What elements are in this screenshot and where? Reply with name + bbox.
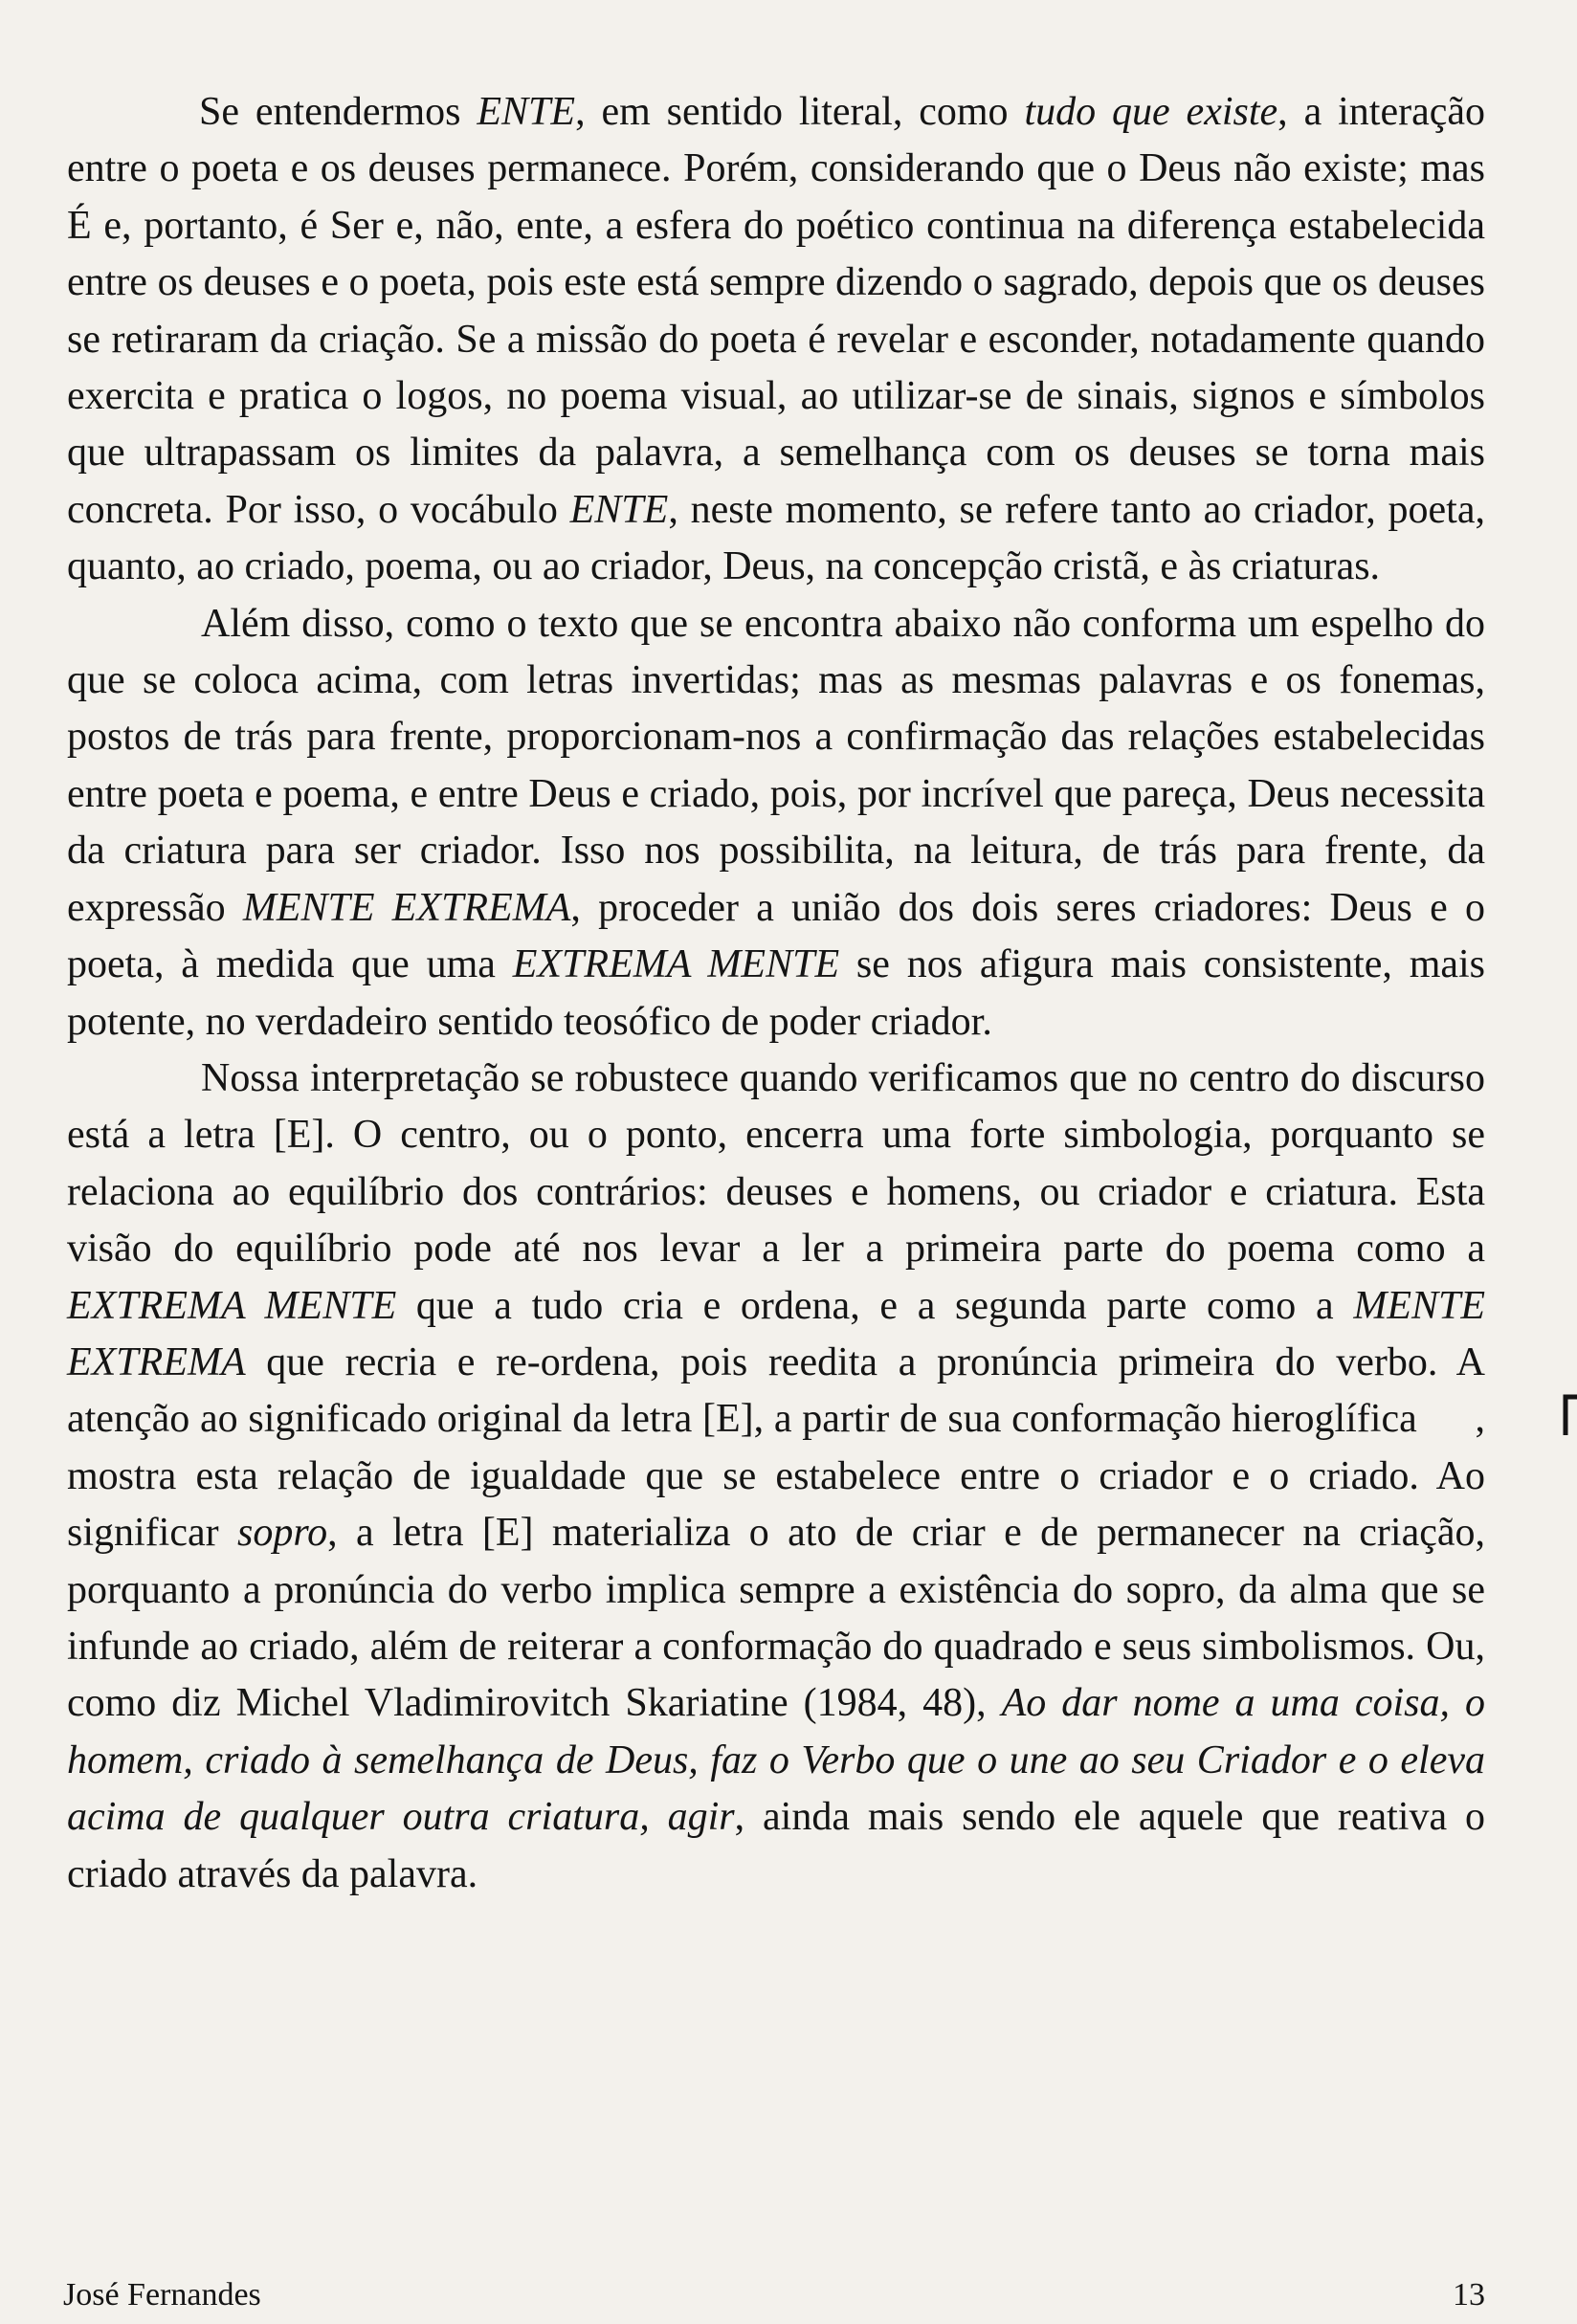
italic-term: MENTE EXTREMA <box>67 1283 1486 1384</box>
text-run: , ainda mais sendo ele aquele que reativa o criado através da palavra. <box>67 1795 1485 1896</box>
page-footer <box>63 2277 1485 2313</box>
text-run: Nossa interpretação se robustece quando verificamos que no centro do discurso está a letra [E]. O centro, ou o ponto, encerra uma forte simbologia, porquanto se relaciona ao equilíbrio dos contrários: deuses e homens, ou criador e criatura. Esta visão do equilíbrio pode até nos levar a ler a primeira parte do poema como a <box>67 1055 1485 1272</box>
italic-term: ENTE <box>477 90 576 134</box>
text-run: , proceder a união dos dois seres criadores: Deus e o poeta, à medida que uma <box>67 885 1485 987</box>
italic-term: ENTE <box>569 487 669 532</box>
text-run: Além disso, como o texto que se encontra abaixo não conforma um espelho do que se coloca acima, com letras invertidas; mas as mesmas palavras e os fonemas, postos de trás para frente, proporcionam-nos a confirmação das relações estabelecidas entre poeta e poema, e entre Deus e criado, pois, por incrível que pareça, Deus necessita da criatura para ser criador. Isso nos possibilita, na leitura, de trás para frente, da expressão <box>67 601 1485 930</box>
hieroglyph-e-icon <box>1428 1393 1474 1437</box>
paragraph-2 <box>67 596 1485 1051</box>
text-run: se nos afigura mais consistente, mais potente, no verdadeiro sentido teosófico de poder criador. <box>67 942 1486 1044</box>
italic-term: sopro <box>236 1511 328 1556</box>
footer-author: José Fernandes <box>63 2277 261 2313</box>
text-run: , neste momento, se refere tanto ao criador, poeta, quanto, ao criado, poema, ou ao criador, Deus, na concepção cristã, e às criaturas. <box>67 487 1485 589</box>
text-run: Se entendermos <box>199 90 478 134</box>
italic-term: MENTE EXTREMA <box>242 885 571 930</box>
italic-term: EXTREMA MENTE <box>512 942 840 987</box>
paragraph-1 <box>67 84 1485 596</box>
page-number: 13 <box>1453 2277 1485 2313</box>
italic-term: EXTREMA MENTE <box>67 1283 397 1328</box>
text-run: , a interação entre o poeta e os deuses permanece. Porém, considerando que o Deus não existe; mas É e, portanto, é Ser e, não, ente, a esfera do poético continua na diferença estabelecida entre os deuses e o poeta, pois este está sempre dizendo o sagrado, depois que os deuses se retiraram da criação. Se a missão do poeta é revelar e esconder, notadamente quando exercita e pratica o logos, no poema visual, ao utilizar-se de sinais, signos e símbolos que ultrapassam os limites da palavra, a semelhança com os deuses se torna mais concreta. Por isso, o vocábulo <box>67 90 1485 532</box>
text-run: , em sentido literal, como <box>575 90 1025 134</box>
italic-term: tudo que existe <box>1024 90 1278 134</box>
text-run: , a letra [E] materializa o ato de criar e de permanecer na criação, porquanto a pronúncia do verbo implica sempre a existência do sopro, da alma que se infunde ao criado, além de reiterar a conformação do quadrado e seus simbolismos. Ou, como diz Michel Vladimirovitch Skariatine (1984, 48), <box>67 1511 1485 1726</box>
italic-quote: Ao dar nome a uma coisa, o homem, criado à semelhança de Deus, faz o Verbo que o une ao seu Criador e o eleva acima de qualquer outra criatura, agir <box>67 1681 1485 1840</box>
paragraph-3 <box>67 1051 1485 1903</box>
text-run: que recria e re-ordena, pois reedita a pronúncia primeira do verbo. A atenção ao significado original da letra [E], a partir de sua conformação hieroglífica <box>67 1339 1485 1442</box>
text-run: , mostra esta relação de igualdade que se estabelece entre o criador e o criado. Ao significar <box>67 1397 1485 1556</box>
body-text <box>67 84 1485 1903</box>
text-run: que a tudo cria e ordena, e a segunda parte como a <box>396 1283 1354 1328</box>
